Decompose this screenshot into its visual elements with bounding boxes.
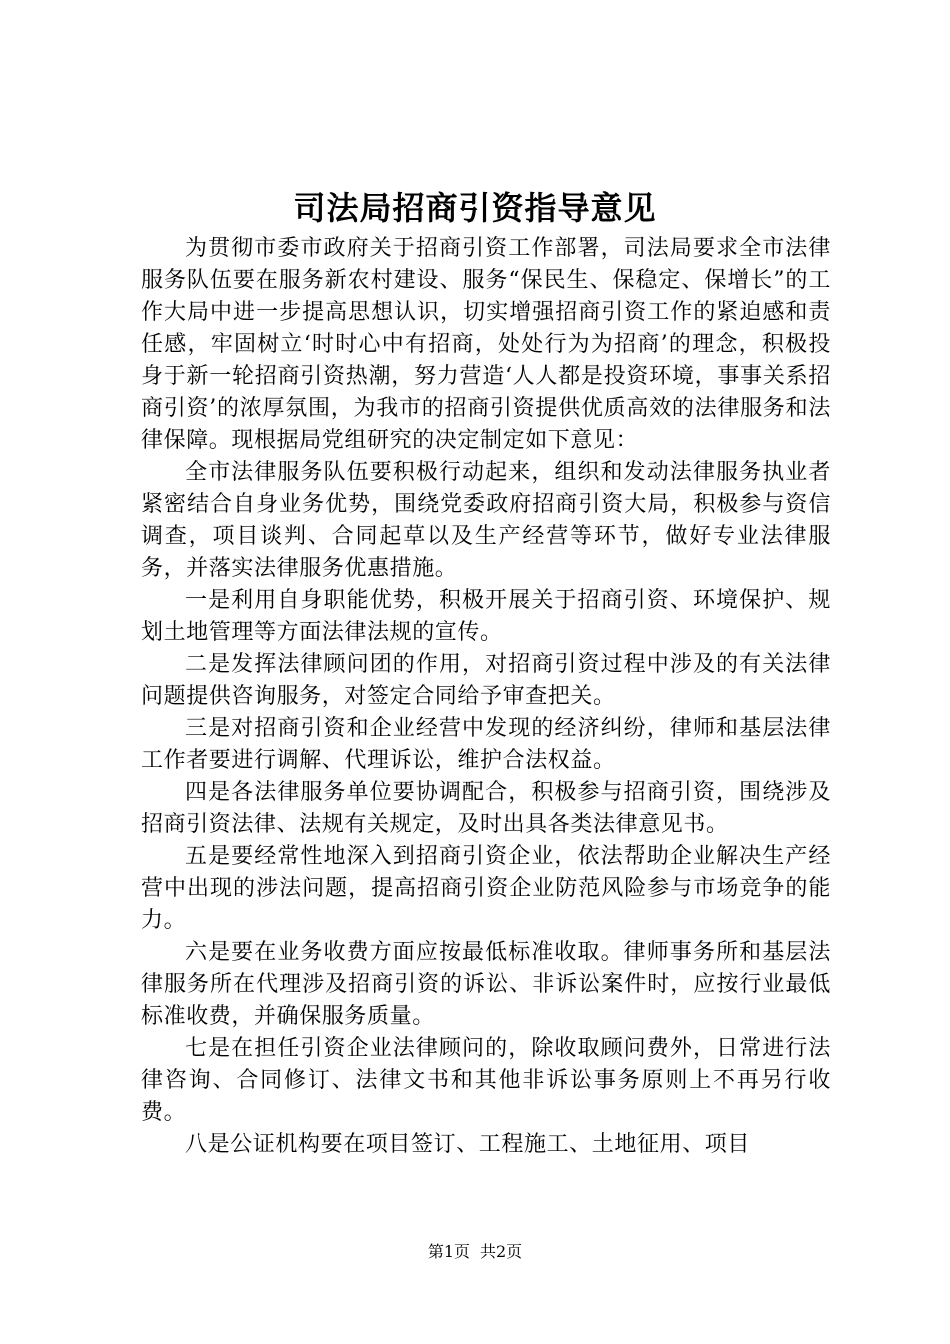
page-footer bbox=[0, 1240, 950, 1264]
paragraph-overview: 全市法律服务队伍要积极行动起来，组织和发动法律服务执业者紧密结合自身业务优势，围绕党委政府招商引资大局，积极参与资信调查，项目谈判、合同起草以及生产经营等环节，做好专业法律服务，并落实法律服务优惠措施。 bbox=[141, 460, 831, 581]
paragraph-item-3: 三是对招商引资和企业经营中发现的经济纠纷，律师和基层法律工作者要进行调解、代理诉讼，维护合法权益。 bbox=[141, 716, 831, 773]
paragraph-item-7: 七是在担任引资企业法律顾问的，除收取顾问费外，日常进行法律咨询、合同修订、法律文书和其他非诉讼事务原则上不再另行收费。 bbox=[141, 1036, 831, 1125]
paragraph-item-2: 二是发挥法律顾问团的作用，对招商引资过程中涉及的有关法律问题提供咨询服务，对签定合同给予审查把关。 bbox=[141, 652, 831, 709]
paragraph-item-5: 五是要经常性地深入到招商引资企业，依法帮助企业解决生产经营中出现的涉法问题，提高招商引资企业防范风险参与市场竞争的能力。 bbox=[141, 844, 831, 933]
paragraph-item-1: 一是利用自身职能优势，积极开展关于招商引资、环境保护、规划土地管理等方面法律法规的宣传。 bbox=[141, 588, 831, 645]
document-title: 司法局招商引资指导意见 bbox=[293, 189, 657, 227]
paragraph-intro: 为贯彻市委市政府关于招商引资工作部署，司法局要求全市法律服务队伍要在服务新农村建设、服务“保民生、保稳定、保增长”的工作大局中进一步提高思想认识，切实增强招商引资工作的紧迫感和责任感，牢固树立‘时时心中有招商，处处行为为招商’的理念，积极投身于新一轮招商引资热潮，努力营造‘人人都是投资环境，事事关系招商引资’的浓厚氛围，为我市的招商引资提供优质高效的法律服务和法律保障。现根据局党组研究的决定制定如下意见： bbox=[141, 236, 831, 453]
paragraph-item-4: 四是各法律服务单位要协调配合，积极参与招商引资，围绕涉及招商引资法律、法规有关规定，及时出具各类法律意见书。 bbox=[141, 780, 831, 837]
page-total: 共2页 bbox=[480, 1242, 523, 1261]
paragraph-item-6: 六是要在业务收费方面应按最低标准收取。律师事务所和基层法律服务所在代理涉及招商引资的诉讼、非诉讼案件时，应按行业最低标准收费，并确保服务质量。 bbox=[141, 940, 831, 1029]
document-body bbox=[141, 233, 831, 1161]
paragraph-item-8: 八是公证机构要在项目签订、工程施工、土地征用、项目 bbox=[185, 1132, 751, 1157]
page-number: 第1页 bbox=[427, 1242, 470, 1261]
